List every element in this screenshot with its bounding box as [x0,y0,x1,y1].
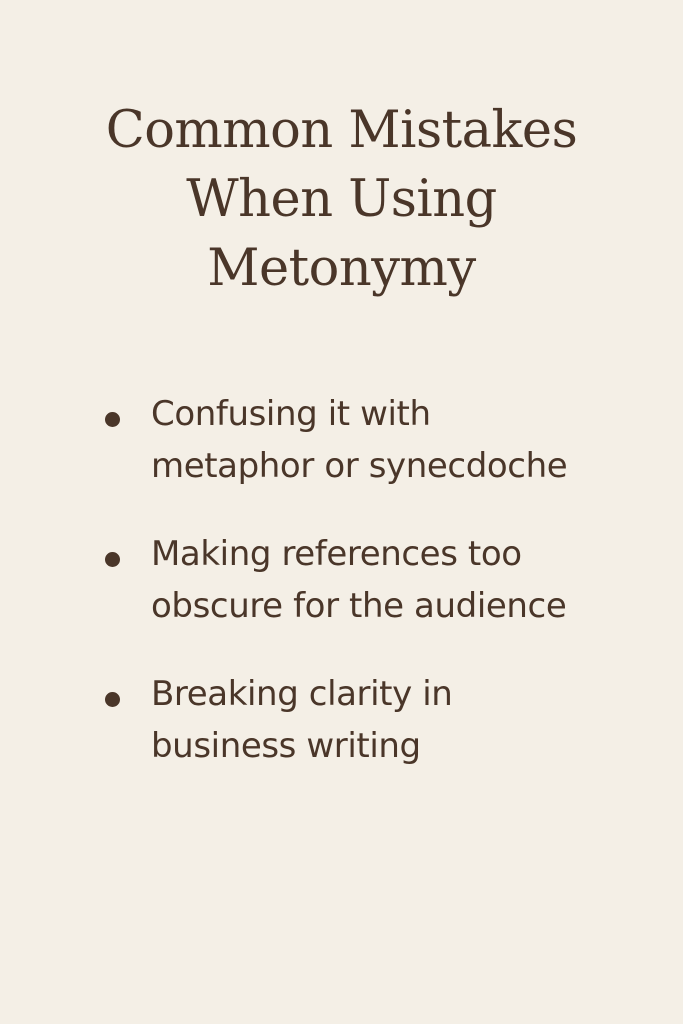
bullet-dot-icon [105,552,120,567]
list-item-line: Making references too [151,534,522,574]
bullet-dot-icon [105,692,120,707]
list-item-line: Confusing it with [151,394,431,434]
list-item-line: business writing [151,726,421,766]
title-line: Common Mistakes [105,101,578,160]
bullet-dot-icon [105,412,120,427]
list-item [103,668,643,772]
mistakes-list [103,388,643,772]
title-line: When Using [186,170,497,229]
list-item-line: metaphor or synecdoche [151,446,568,486]
title-line: Metonymy [207,239,476,298]
list-item [103,528,643,632]
list-item-text [151,388,643,492]
list-item [103,388,643,492]
list-item-text [151,668,643,772]
page-title [40,96,643,303]
list-item-line: Breaking clarity in [151,674,453,714]
list-item-line: obscure for the audience [151,586,567,626]
list-item-text [151,528,643,632]
